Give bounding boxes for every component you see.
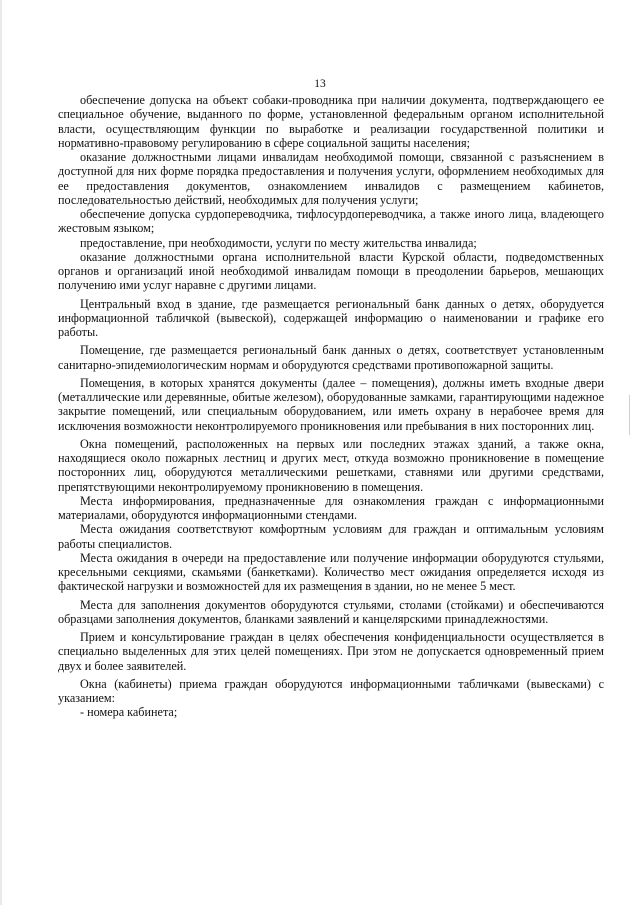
paragraph: Места ожидания соответствуют комфортным условиям для граждан и оптимальным условиям работы специалистов.	[58, 522, 604, 551]
paragraph: Помещения, в которых хранятся документы (далее – помещения), должны иметь входные двери (металлические или деревянные, обитые железом), оборудованные замками, гарантирующими надежное закрытие помещений, или специальным оборудованием, или иметь охрану в нерабочее время для исключения возможности неконтролируемого проникновения или пребывания в них посторонних лиц.	[58, 375, 604, 433]
paragraph: обеспечение допуска на объект собаки-проводника при наличии документа, подтверждающего ее специальное обучение, выданного по форме, установленной федеральным органом исполнительной власти, осуществляющим функции по выработке и реализации государственной политики и нормативно-правовому регулированию в сфере социальной защиты населения;	[58, 93, 604, 150]
paragraph: Места информирования, предназначенные для ознакомления граждан с информационными материалами, оборудуются информационными стендами.	[58, 493, 604, 522]
list-item: - номера кабинета;	[80, 705, 178, 720]
paragraph: Места ожидания в очереди на предоставление или получение информации оборудуются стульями, кресельными секциями, скамьями (банкетками). Количество мест ожидания определяется исходя из фактической нагрузки и возможностей для их размещения в здании, но не менее 5 мест.	[58, 550, 604, 594]
paragraph: оказание должностными лицами инвалидам необходимой помощи, связанной с разъяснением в доступной для них форме порядка предоставления и получения услуги, оформлением необходимых для ее предоставления документов, ознакомлением инвалидов с размещением кабинетов, последовательностью действий, необходимых для получения услуги;	[58, 150, 604, 207]
paragraph: Помещение, где размещается региональный банк данных о детях, соответствует установленным санитарно-эпидемиологическим нормам и оборудуются средствами противопожарной защиты.	[58, 343, 604, 372]
paragraph: Места для заполнения документов оборудуются стульями, столами (стойками) и обеспечиваются образцами заполнения документов, бланками заявлений и канцелярскими принадлежностями.	[58, 597, 604, 626]
scan-edge-shadow	[0, 0, 2, 905]
scan-artifact-mark	[629, 395, 630, 435]
paragraph: обеспечение допуска сурдопереводчика, тифлосурдопереводчика, а также иного лица, владеющего жестовым языком;	[58, 207, 604, 236]
page-number: 13	[314, 78, 326, 90]
document-body	[58, 93, 604, 720]
paragraph: Центральный вход в здание, где размещается региональный банк данных о детях, оборудуется информационной табличкой (вывеской), содержащей информацию о наименовании и графике его работы.	[58, 296, 604, 339]
paragraph: оказание должностными органа исполнительной власти Курской области, подведомственных органов и организаций иной необходимой инвалидам помощи в преодолении барьеров, мешающих получению ими услуг наравне с другими лицами.	[58, 249, 604, 293]
paragraph: предоставление, при необходимости, услуги по месту жительства инвалида;	[80, 235, 477, 250]
paragraph: Окна (кабинеты) приема граждан оборудуются информационными табличками (вывесками) с указанием:	[58, 676, 604, 705]
paragraph: Окна помещений, расположенных на первых или последних этажах зданий, а также окна, находящиеся около пожарных лестниц и других мест, откуда возможно проникновение в помещение посторонних лиц, оборудуются металлическими решетками, ставнями или другими средствами, препятствующими неконтролируемому проникновению в помещения.	[58, 436, 604, 494]
paragraph: Прием и консультирование граждан в целях обеспечения конфиденциальности осуществляется в специально выделенных для этих целей помещениях. При этом не допускается одновременный прием двух и более заявителей.	[58, 630, 604, 673]
